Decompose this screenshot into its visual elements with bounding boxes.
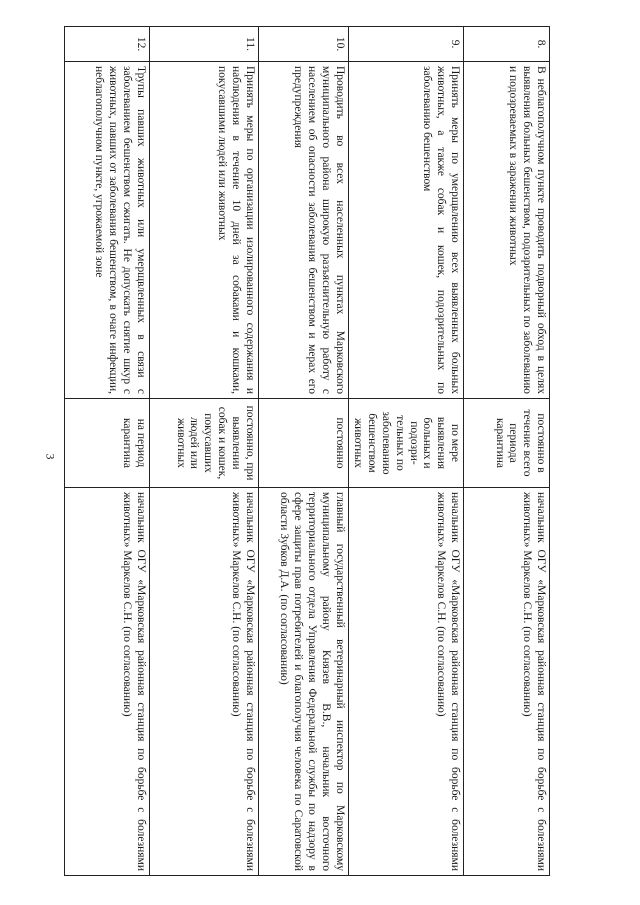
measures-table [64,26,550,876]
page-number: 3 [43,453,58,460]
measure-cell: Принять меры по организации изолированного содержания и наблюдения в течение 10 дней за собаками и кошками, покусавшими людей или животных [149,62,258,399]
row-number: 11. [149,27,258,62]
responsible-cell: главный государственный ветеринарный инспектор по Марковскому муниципальному району Князев В.В., начальник восточного территориального отдела Управления Федеральной службы по надзору в сфере защиты прав потребителей и благополучия человека по Саратовской области Зубков Д.А. (по согласованию) [258,488,348,876]
term-cell: на период карантина [64,399,149,488]
measure-cell: Трупы павших животных или умерщвленных в связи с заболеванием бешенством сжигать. Не допускать снятие шкур с животных, павших от заболевания бешенством, в очаге инфекции, неблагополучном пункте, угрожаемой зоне [64,62,149,399]
table-row [258,27,348,876]
term-cell: по мере выявления больных и подозри-тельных по заболеванию бешенством животных [348,399,463,488]
table-row [64,27,149,876]
row-number: 10. [258,27,348,62]
responsible-cell: начальник ОГУ «Марковская районная станция по борьбе с болезнями животных» Маркелов С.Н. (по согласованию) [348,488,463,876]
term-cell: постоянно [258,399,348,488]
row-number: 12. [64,27,149,62]
term-cell: постоянно, при выявлении собак и кошек, покусавших людей или животных [149,399,258,488]
table-row [348,27,463,876]
responsible-cell: начальник ОГУ «Марковская районная станция по борьбе с болезнями животных» Маркелов С.Н. (по согласованию) [64,488,149,876]
measure-cell: Принять меры по умерщвлению всех выявленных больных животных, а также собак и кошек, подозрительных по заболеванию бешенством [348,62,463,399]
responsible-cell: начальник ОГУ «Марковская районная станция по борьбе с болезнями животных» Маркелов С.Н. (по согласованию) [464,488,550,876]
measure-cell: Проводить во всех населенных пунктах Марковского муниципального района широкую разъяснительную работу с населением об опасности заболевания бешенством и мерах его предупреждения [258,62,348,399]
table-row [464,27,550,876]
row-number: 9. [348,27,463,62]
responsible-cell: начальник ОГУ «Марковская районная станция по борьбе с болезнями животных» Маркелов С.Н. (по согласованию) [149,488,258,876]
row-number: 8. [464,27,550,62]
rotated-sheet [91,26,550,876]
table-row [149,27,258,876]
measure-cell: В неблагополучном пункте проводить подворный обход в целях выявления больных бешенством, подозрительных по заболеванию и подозреваемых в заражении животных [464,62,550,399]
term-cell: постоянно в течение всего периода карантина [464,399,550,488]
